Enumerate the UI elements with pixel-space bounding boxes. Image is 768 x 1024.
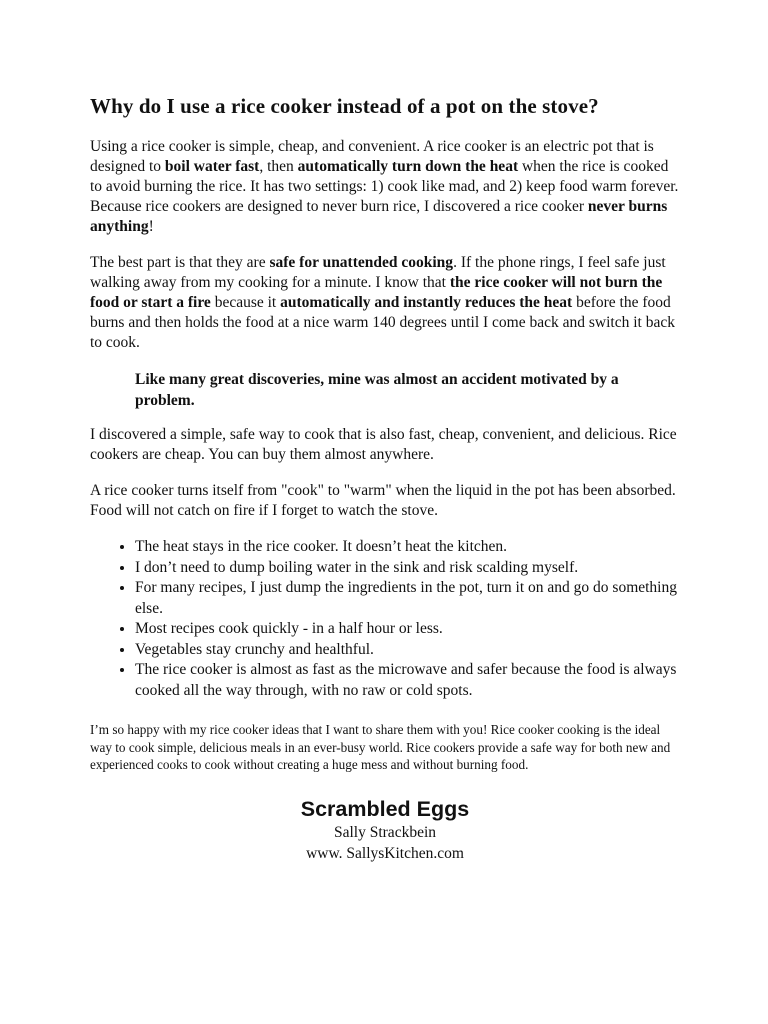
pull-quote: Like many great discoveries, mine was almost an accident motivated by a problem. xyxy=(135,371,619,410)
text-run: , then xyxy=(259,158,298,176)
website-link[interactable]: www. SallysKitchen.com xyxy=(306,844,464,862)
text-run: because it xyxy=(210,294,281,312)
bold-phrase: safe for unattended cooking xyxy=(269,254,454,272)
list-item: • The rice cooker is almost as fast as the microwave and safer because the food is always cooked all the way through, with no raw or cold spots. xyxy=(135,660,680,701)
text-run: Using a rice cooker is simple, cheap, and convenient. A rice cooker is an electric pot that is designed to xyxy=(90,138,654,176)
bold-phrase: automatically and instantly reduces the heat xyxy=(280,294,573,312)
text-run: . If the phone rings, I feel safe just walking away from my cooking for a minute. I know that xyxy=(90,254,666,292)
text-run: when the rice is cooked to avoid burning the rice. It has two settings: 1) cook like mad, and 2) keep food warm forever. Because rice cookers are designed to never burn rice, I discovered a rice cooker xyxy=(90,158,679,216)
safety-paragraph xyxy=(90,253,680,353)
bold-phrase: never burns anything xyxy=(90,198,668,236)
recipe-title: Scrambled Eggs xyxy=(300,796,470,821)
list-item: • Vegetables stay crunchy and healthful. xyxy=(135,640,680,661)
text-run: before the food burns and then holds the food at a nice warm 140 degrees until I come back and switch it back to cook. xyxy=(90,294,675,352)
list-item: • The heat stays in the rice cooker. It doesn’t heat the kitchen. xyxy=(135,537,680,558)
cook-warm-paragraph: A rice cooker turns itself from "cook" to "warm" when the liquid in the pot has been absorbed. Food will not catch on fire if I forget to watch the stove. xyxy=(90,482,676,520)
intro-paragraph xyxy=(90,137,680,237)
discovery-paragraph: I discovered a simple, safe way to cook that is also fast, cheap, convenient, and delicious. Rice cookers are cheap. You can buy them almost anywhere. xyxy=(90,426,677,464)
recipe-footer xyxy=(90,796,680,864)
list-item: • For many recipes, I just dump the ingredients in the pot, turn it on and go do something else. xyxy=(135,578,680,619)
page-heading: Why do I use a rice cooker instead of a pot on the stove? xyxy=(90,94,599,118)
text-run: ! xyxy=(148,218,154,236)
bold-phrase: boil water fast xyxy=(164,158,260,176)
text-run: The best part is that they are xyxy=(90,254,270,272)
bold-phrase: automatically turn down the heat xyxy=(297,158,519,176)
list-item: • I don’t need to dump boiling water in the sink and risk scalding myself. xyxy=(135,558,680,579)
closing-paragraph: I’m so happy with my rice cooker ideas that I want to share them with you! Rice cooker cooking is the ideal way to cook simple, delicious meals in an ever-busy world. Rice cookers provide a safe way for both new and experienced cooks to cook without creating a huge mess and without burning food. xyxy=(90,722,671,773)
list-item: • Most recipes cook quickly - in a half hour or less. xyxy=(135,619,680,640)
bold-phrase: the rice cooker will not burn the food or start a fire xyxy=(90,274,663,312)
author-name: Sally Strackbein xyxy=(333,823,437,841)
document-page xyxy=(90,94,680,864)
benefits-list xyxy=(90,537,680,701)
